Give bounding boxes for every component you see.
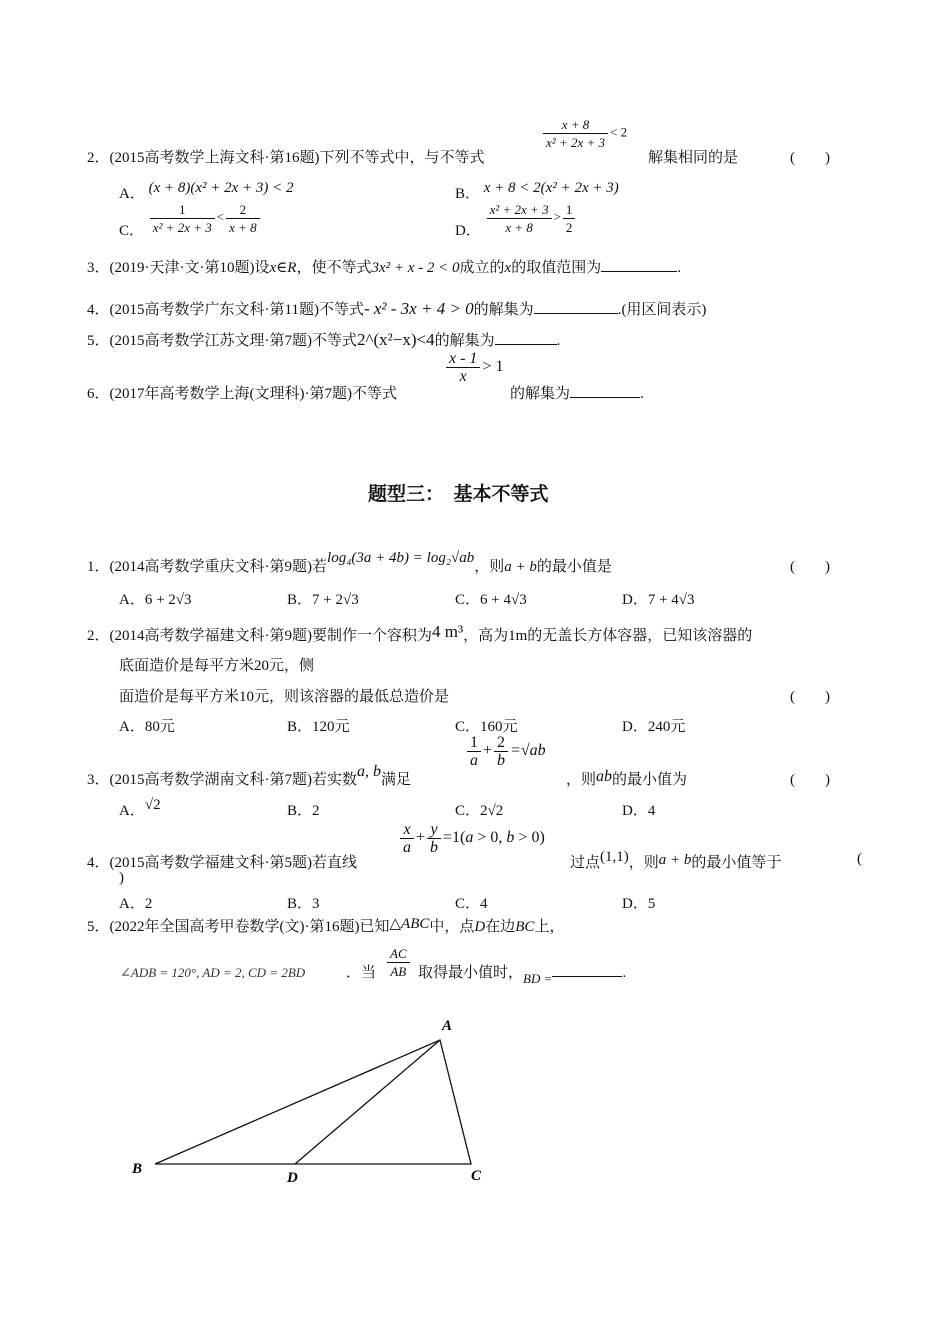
math-expression: =√ab (510, 742, 546, 760)
math-expression: a + b (504, 559, 537, 575)
question-source: (2022年全国高考甲卷数学(文)·第16题) (109, 919, 360, 935)
vertex-b-label: B (132, 1161, 143, 1177)
option-label: B． (455, 186, 481, 202)
segment-ad (295, 1040, 440, 1164)
option-math: x + 8 < 2(x² + 2x + 3) (483, 180, 619, 196)
option-b (287, 715, 350, 736)
triangle-figure (120, 1010, 500, 1190)
option-label: D． (622, 719, 648, 735)
q3-condition: $\frac{1}{a}$ + $\frac{2}{b}$ =√ab (465, 734, 546, 769)
option-label: D． (622, 896, 648, 912)
question-6-row (87, 382, 397, 403)
question-text: 取得最小值时， (418, 965, 524, 981)
fraction-numerator: x - 1 (446, 350, 480, 368)
option-d (622, 799, 655, 820)
math-expression: △ABC (389, 916, 430, 932)
answer-paren-left: ( (857, 851, 862, 867)
option-math: 7 + 4√3 (647, 592, 695, 608)
option-d (455, 201, 577, 240)
fraction-denominator: x (459, 368, 467, 385)
answer-blank (495, 331, 557, 345)
option-label: C． (455, 896, 481, 912)
inequality-rhs: > 1 (482, 358, 504, 376)
question-text: 的解集为 (473, 302, 534, 318)
q6-fraction (444, 350, 503, 385)
option-c (119, 201, 262, 240)
question-text: ，则 (474, 559, 505, 575)
option-c (455, 588, 527, 609)
s3-question-4-tail (570, 851, 781, 872)
option-label: D． (622, 592, 648, 608)
option-text: 120元 (312, 719, 350, 735)
option-d (622, 892, 655, 913)
question-text: .(用区间表示) (617, 302, 707, 318)
math-expression: BD = (523, 971, 553, 986)
question-text: 成立的 (459, 260, 505, 276)
option-label: D． (455, 223, 481, 240)
question-number: 3． (87, 260, 110, 276)
vertex-a-label: A (442, 1018, 453, 1034)
math-expression: a, b (357, 763, 382, 780)
option-b (287, 799, 320, 820)
option-d (622, 715, 685, 736)
option-a (119, 715, 175, 736)
option-label: B． (287, 896, 313, 912)
question-text: 过点 (570, 855, 601, 871)
question-text: 不等式 (312, 333, 358, 349)
math-condition: ∠ADB = 120°, AD = 2, CD = 2BD (120, 965, 306, 980)
s3-question-5-tail (418, 961, 627, 986)
fraction-denominator: AB (390, 964, 407, 979)
math-expression: a + b (658, 852, 692, 868)
option-label: B． (287, 592, 313, 608)
question-text: 不等式 (352, 386, 398, 402)
math-expression: log₄(3a + 4b) = log₂√ab (327, 550, 475, 566)
option-math: 2√2 (480, 803, 504, 819)
fraction-denominator: x + 8 (505, 220, 533, 235)
question-source: (2015高考数学福建文科·第5题) (109, 855, 313, 871)
math-expression: ab (596, 768, 613, 785)
question-text-tail: 解集相同的是 (648, 150, 739, 166)
fraction-numerator: AC (387, 945, 410, 963)
question-source: (2017年高考数学上海(文理科)·第7题) (109, 386, 352, 402)
triangle-abc (155, 1040, 471, 1164)
s3-question-5-row (87, 915, 564, 936)
option-a (119, 799, 161, 820)
option-text: 80元 (144, 719, 175, 735)
option-math: (x + 8)(x² + 2x + 3) < 2 (148, 180, 294, 196)
answer-blank (601, 258, 677, 272)
point-d-label: D (287, 1170, 298, 1186)
option-a (119, 892, 152, 913)
option-text: 240元 (647, 719, 686, 735)
question-text: 的解集为 (510, 386, 571, 402)
math-expression: 3x² + x - 2 < 0 (371, 260, 460, 276)
question-6-tail (510, 382, 644, 403)
question-text: 在边 (485, 919, 516, 935)
question-number: 2． (87, 150, 110, 166)
option-text: 4 (480, 896, 488, 912)
option-c (455, 892, 488, 913)
option-text: 160元 (480, 719, 518, 735)
option-b (287, 588, 359, 609)
question-text: 不等式 (318, 302, 364, 318)
question-number: 3． (87, 772, 110, 788)
punctuation: ． (346, 965, 362, 981)
question-text: 设 (254, 260, 270, 276)
question-text: 上， (534, 919, 565, 935)
answer-blank (534, 300, 618, 314)
option-label: D． (622, 803, 648, 819)
s3-question-1-row (87, 550, 612, 576)
math-point: (1,1) (600, 849, 629, 865)
option-label: C． (455, 719, 481, 735)
option-d (622, 588, 695, 609)
option-b (455, 168, 619, 203)
math-expression: - x² - 3x + 4 > 0 (363, 299, 474, 318)
question-text: 若实数 (312, 772, 358, 788)
math-variable: BC (515, 919, 535, 935)
q5-fraction (385, 945, 412, 980)
question-text: 满足 (381, 772, 412, 788)
question-number: 4． (87, 855, 110, 871)
question-4-row (87, 298, 706, 319)
math-expression: x∈R (269, 260, 297, 276)
question-text: ，则 (566, 772, 597, 788)
option-label: C． (455, 592, 481, 608)
question-3-row (87, 256, 681, 277)
question-text: 的最小值是 (536, 559, 612, 575)
option-b (287, 892, 320, 913)
s3-question-2-row (87, 624, 752, 645)
question-source: (2015高考数学湖南文科·第7题) (109, 772, 313, 788)
question-number: 5． (87, 333, 110, 349)
math-variable: D (474, 919, 486, 935)
option-c (455, 715, 518, 736)
option-label: C． (119, 223, 145, 240)
fraction-denominator: x² + 2x + 3 (546, 135, 605, 150)
question-text: 的取值范围为 (511, 260, 602, 276)
option-label: B． (287, 719, 313, 735)
punctuation: . (556, 333, 561, 349)
math-expression: 4 m³ (432, 622, 464, 641)
option-math: √2 (144, 797, 161, 813)
question-text: ，使不等式 (296, 260, 372, 276)
option-label: A． (119, 803, 145, 819)
option-label: A． (119, 896, 145, 912)
question-number: 4． (87, 302, 110, 318)
question-number: 6． (87, 386, 110, 402)
question-source: (2015高考数学上海文科·第16题) (109, 150, 320, 166)
punctuation: . (677, 260, 681, 276)
question-text: 已知 (359, 919, 390, 935)
question-source: (2014高考数学重庆文科·第9题) (109, 559, 313, 575)
question-text: ，则 (628, 855, 659, 871)
s3-question-3-row (87, 763, 412, 789)
fraction-numerator: 1 (150, 201, 215, 219)
question-text: 的最小值等于 (691, 855, 782, 871)
option-c (455, 799, 503, 820)
answer-blank (552, 963, 622, 977)
option-text: 2 (312, 803, 320, 819)
option-label: B． (287, 803, 313, 819)
s3-question-3-tail (566, 768, 687, 789)
fraction-numerator: 1 (563, 201, 576, 219)
fraction-numerator: x² + 2x + 3 (487, 201, 552, 219)
fraction-denominator: 2 (565, 220, 573, 235)
math-variable: x (504, 260, 512, 276)
q4-line-equation: $\frac{x}{a}$ + $\frac{y}{b}$ =1(a > 0, b > 0) (398, 821, 545, 856)
answer-paren: ( ) (790, 772, 830, 788)
question-number: 5． (87, 919, 110, 935)
option-math: 6 + 2√3 (144, 592, 192, 608)
question-text: 的解集为 (434, 333, 495, 349)
question-source: (2015高考数学广东文科·第11题) (109, 302, 319, 318)
question-text-line: 底面造价是每平方米20元，侧 (119, 658, 315, 674)
question-text: 的最小值为 (612, 772, 688, 788)
option-a (119, 168, 294, 203)
s3-question-5-cont (346, 961, 376, 982)
option-text: 4 (647, 803, 656, 819)
punctuation: . (622, 965, 627, 981)
question-text-line: 面造价是每平方米10元，则该溶器的最低总造价是 (119, 689, 450, 705)
question-text: 下列不等式中，与不等式 (319, 150, 485, 166)
answer-paren: ( ) (790, 559, 830, 575)
fraction-numerator: x + 8 (543, 116, 608, 134)
option-label: C． (455, 803, 481, 819)
question-2-row (87, 146, 485, 167)
option-a (119, 588, 192, 609)
question-text: 若 (312, 559, 328, 575)
section-title: 题型三： 基本不等式 (368, 483, 549, 505)
option-label: A． (119, 592, 145, 608)
question-text: ，高为1m的无盖长方体容器，已知该溶器的 (463, 628, 753, 644)
option-label: A． (119, 719, 145, 735)
question-source: (2014高考数学福建文科·第9题) (109, 628, 313, 644)
answer-blank (570, 384, 640, 398)
question-text: 中，点 (429, 919, 475, 935)
option-text: 3 (312, 896, 320, 912)
option-math: 7 + 2√3 (312, 592, 359, 608)
answer-paren-right: ) (119, 870, 124, 886)
math-expression: 2^(x²−x)<4 (357, 330, 435, 349)
question-number: 2． (87, 628, 110, 644)
question-text: 若直线 (312, 855, 358, 871)
inequality-rhs: < 2 (609, 124, 628, 140)
answer-paren: ( ) (790, 150, 830, 166)
option-label: A． (119, 186, 145, 202)
question-5-row (87, 329, 560, 350)
s3-question-4-row (87, 851, 357, 872)
q2-main-fraction (541, 116, 627, 151)
option-text: 5 (647, 896, 656, 912)
question-text: 当 (361, 965, 377, 981)
answer-paren: ( ) (790, 689, 830, 705)
question-number: 1． (87, 559, 110, 575)
relation-symbol: < (216, 209, 225, 225)
fraction-denominator: x² + 2x + 3 (152, 220, 212, 235)
fraction-denominator: x + 8 (229, 220, 257, 235)
punctuation: . (640, 386, 644, 402)
option-text: 2 (144, 896, 153, 912)
option-math: 6 + 4√3 (480, 592, 527, 608)
question-text: 要制作一个容积为 (312, 628, 433, 644)
question-source: (2019·天津·文·第10题) (109, 260, 255, 276)
fraction-numerator: 2 (226, 201, 260, 219)
vertex-c-label: C (471, 1168, 482, 1184)
relation-symbol: > (553, 209, 561, 225)
question-source: (2015高考数学江苏文理·第7题) (109, 333, 313, 349)
